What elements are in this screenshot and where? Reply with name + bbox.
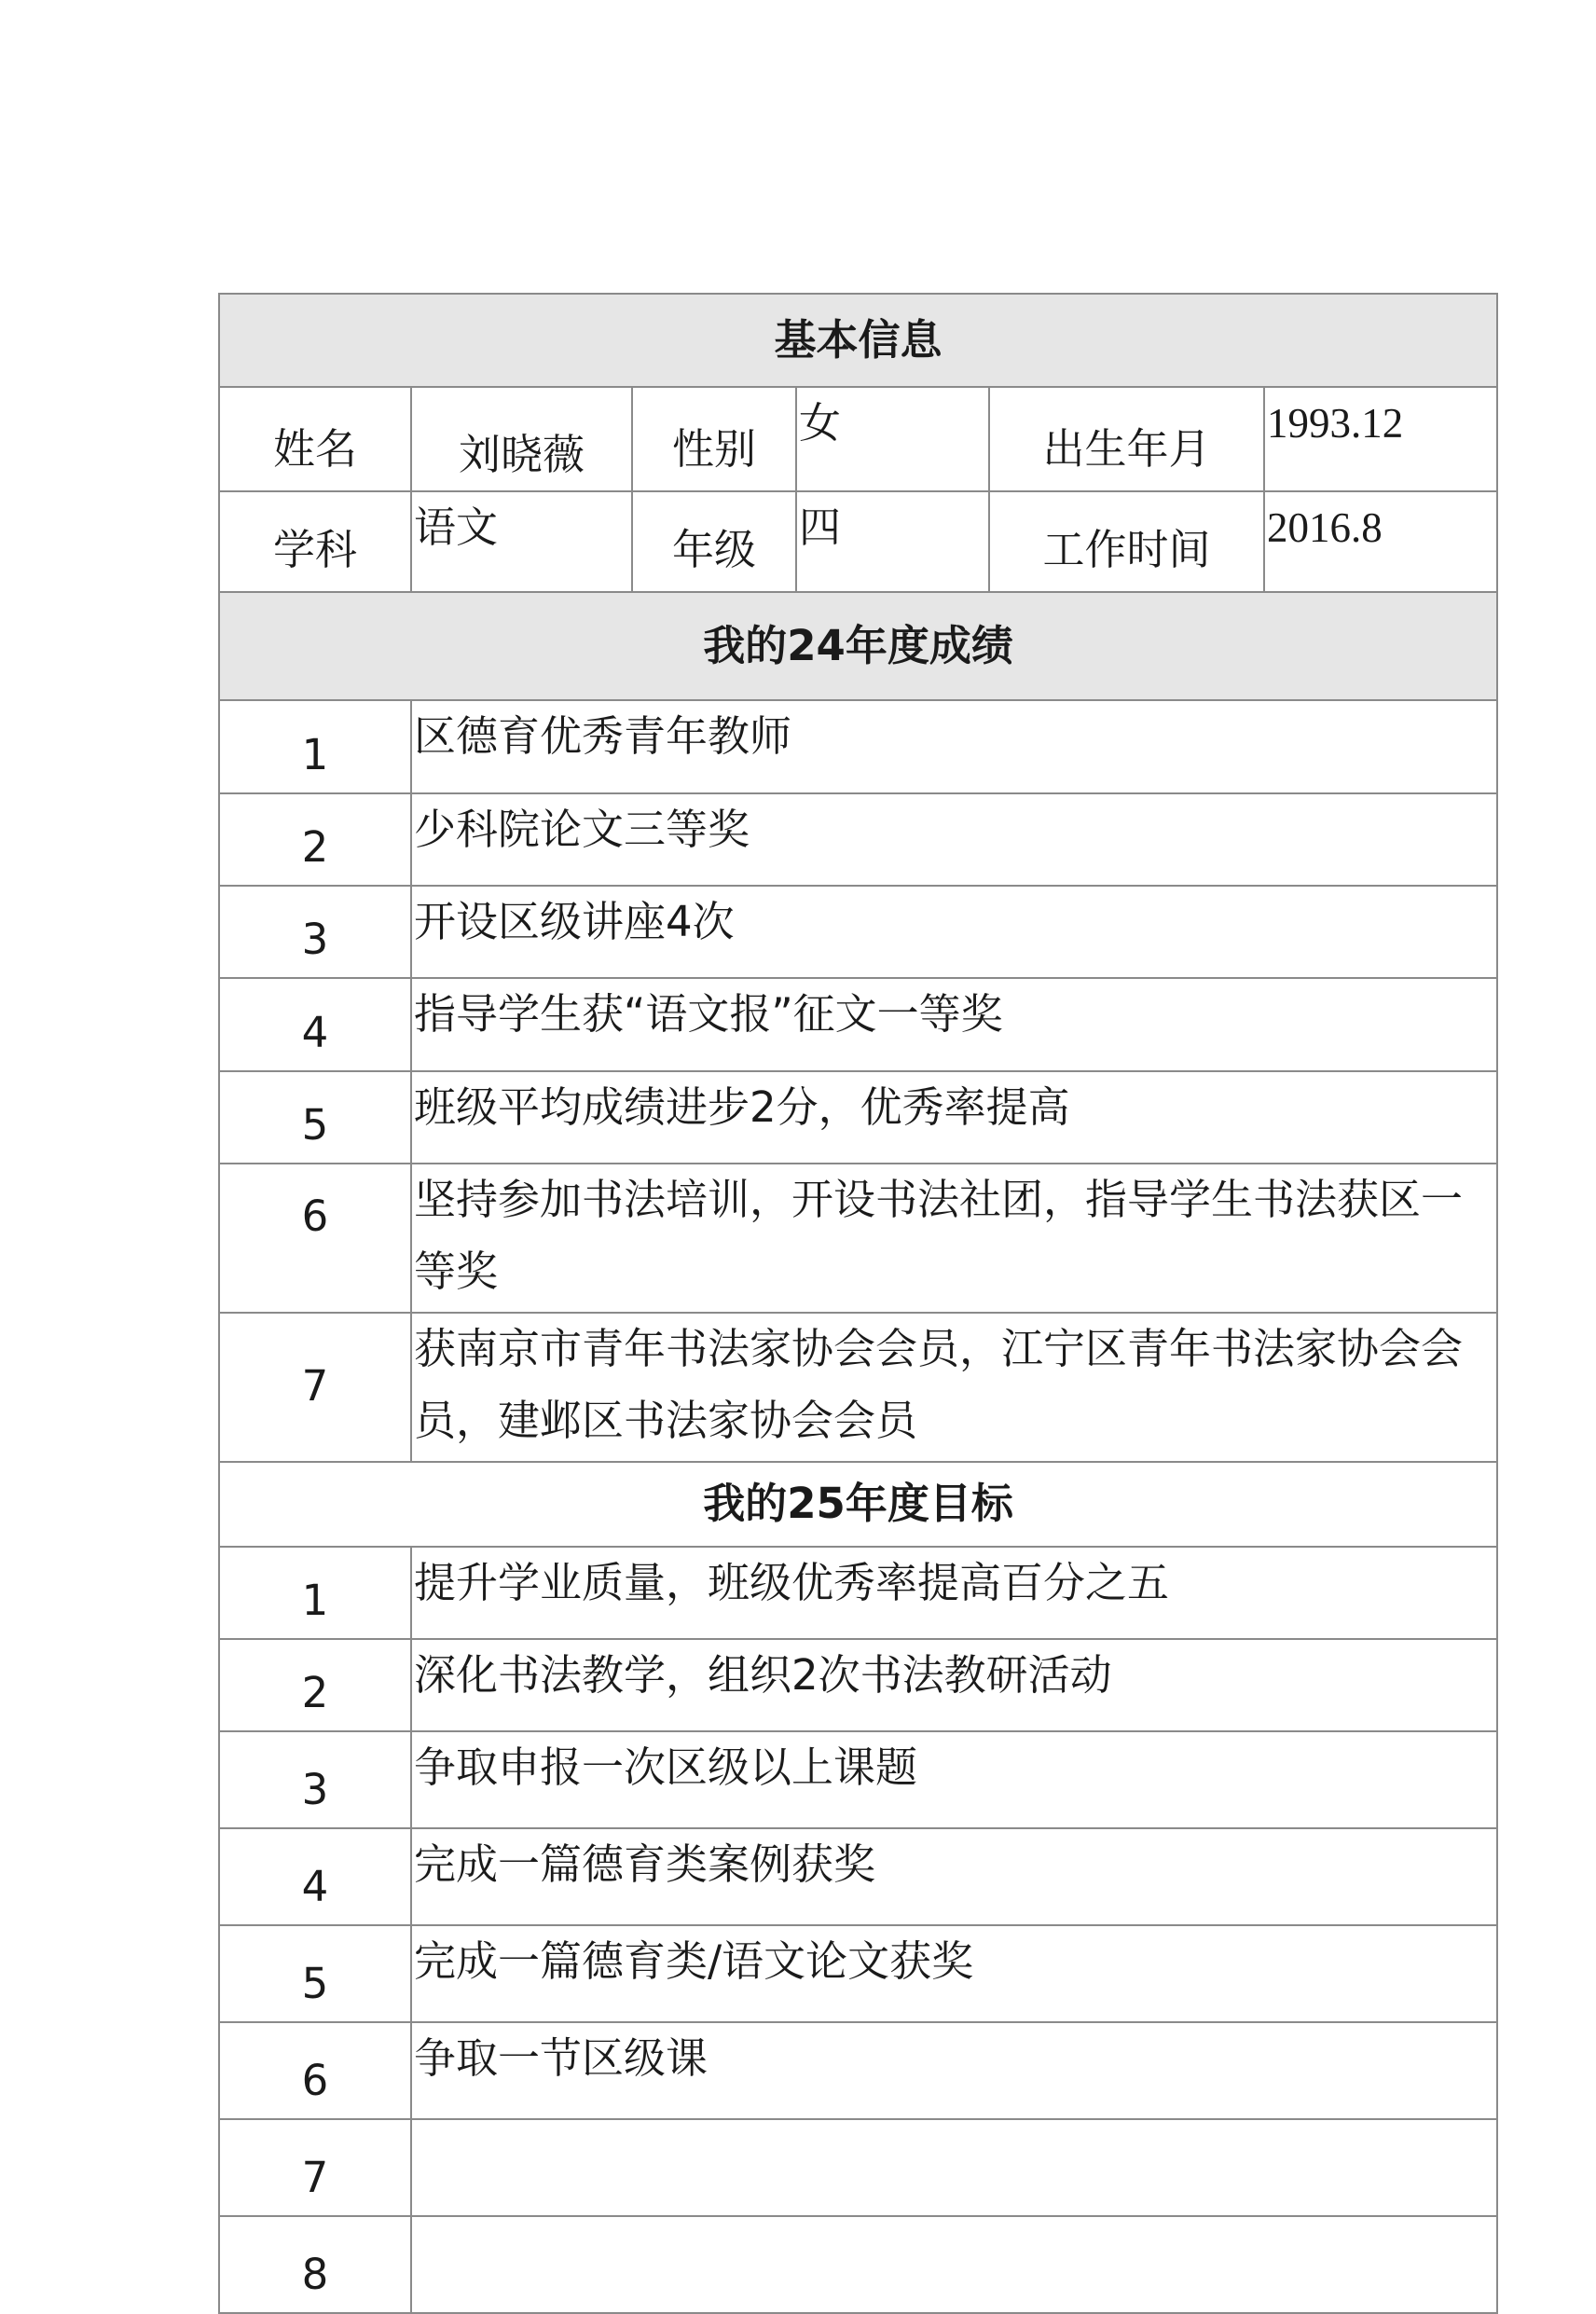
goal-text: 深化书法教学，组织2次书法教研活动 xyxy=(411,1639,1497,1731)
goal-number: 1 xyxy=(219,1547,411,1639)
achievement-row xyxy=(219,793,1497,886)
achievement-row xyxy=(219,1313,1497,1462)
goals-header-row xyxy=(219,1462,1497,1547)
achievement-text: 少科院论文三等奖 xyxy=(411,793,1497,886)
goal-row xyxy=(219,1547,1497,1639)
goal-row xyxy=(219,1639,1497,1731)
achievement-number: 7 xyxy=(219,1313,411,1462)
basic-info-row-1 xyxy=(219,387,1497,491)
goal-number: 2 xyxy=(219,1639,411,1731)
work-time-label: 工作时间 xyxy=(989,491,1264,592)
goal-row xyxy=(219,2216,1497,2313)
goal-text: 争取一节区级课 xyxy=(411,2022,1497,2119)
achievement-row xyxy=(219,700,1497,793)
achievement-row xyxy=(219,978,1497,1071)
achievement-row xyxy=(219,1164,1497,1313)
name-label: 姓名 xyxy=(219,387,411,491)
achievement-text: 获南京市青年书法家协会会员，江宁区青年书法家协会会员，建邺区书法家协会会员 xyxy=(411,1313,1497,1462)
subject-value: 语文 xyxy=(411,491,632,592)
goals-title: 我的25年度目标 xyxy=(219,1462,1497,1547)
achievement-text: 区德育优秀青年教师 xyxy=(411,700,1497,793)
grade-label: 年级 xyxy=(632,491,796,592)
achievement-row xyxy=(219,886,1497,978)
achievement-text: 指导学生获“语文报”征文一等奖 xyxy=(411,978,1497,1071)
goal-text: 争取申报一次区级以上课题 xyxy=(411,1731,1497,1828)
goal-row xyxy=(219,2119,1497,2216)
achievement-number: 2 xyxy=(219,793,411,886)
goal-row xyxy=(219,1731,1497,1828)
grade-value: 四 xyxy=(796,491,989,592)
subject-label: 学科 xyxy=(219,491,411,592)
goal-number: 3 xyxy=(219,1731,411,1828)
goal-row xyxy=(219,1925,1497,2022)
achievements-title: 我的24年度成绩 xyxy=(219,592,1497,700)
gender-value: 女 xyxy=(796,387,989,491)
achievement-number: 3 xyxy=(219,886,411,978)
achievement-text: 班级平均成绩进步2分，优秀率提高 xyxy=(411,1071,1497,1164)
teacher-info-table xyxy=(218,293,1498,2314)
goal-text xyxy=(411,2216,1497,2313)
goal-text: 完成一篇德育类/语文论文获奖 xyxy=(411,1925,1497,2022)
name-value: 刘晓薇 xyxy=(411,387,632,491)
achievements-header-row xyxy=(219,592,1497,700)
achievement-number: 4 xyxy=(219,978,411,1071)
achievement-text: 开设区级讲座4次 xyxy=(411,886,1497,978)
goal-number: 7 xyxy=(219,2119,411,2216)
achievement-number: 6 xyxy=(219,1164,411,1313)
basic-info-title: 基本信息 xyxy=(219,294,1497,387)
achievement-text: 坚持参加书法培训，开设书法社团，指导学生书法获区一等奖 xyxy=(411,1164,1497,1313)
gender-label: 性别 xyxy=(632,387,796,491)
basic-info-row-2 xyxy=(219,491,1497,592)
goal-text xyxy=(411,2119,1497,2216)
achievement-number: 5 xyxy=(219,1071,411,1164)
goal-row xyxy=(219,2022,1497,2119)
basic-info-header-row xyxy=(219,294,1497,387)
goal-number: 5 xyxy=(219,1925,411,2022)
birth-value: 1993.12 xyxy=(1264,387,1497,491)
achievement-row xyxy=(219,1071,1497,1164)
achievement-number: 1 xyxy=(219,700,411,793)
goal-text: 提升学业质量，班级优秀率提高百分之五 xyxy=(411,1547,1497,1639)
goal-row xyxy=(219,1828,1497,1925)
work-time-value: 2016.8 xyxy=(1264,491,1497,592)
goal-text: 完成一篇德育类案例获奖 xyxy=(411,1828,1497,1925)
goal-number: 6 xyxy=(219,2022,411,2119)
goal-number: 4 xyxy=(219,1828,411,1925)
goal-number: 8 xyxy=(219,2216,411,2313)
birth-label: 出生年月 xyxy=(989,387,1264,491)
